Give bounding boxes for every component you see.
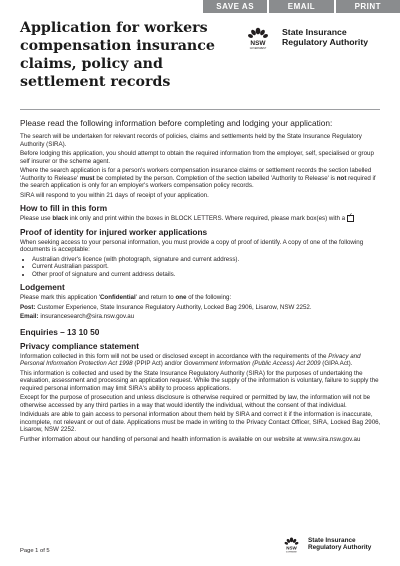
privacy-paragraph-5: Further information about our handling of personal and health information is available on our website at www.sira.nsw.gov.au — [20, 435, 361, 443]
proof-list-item: • Australian driver's licence (with photograph, signature and current address). — [32, 256, 382, 264]
nsw-mark: NSW — [250, 40, 266, 47]
proof-list-item: • Other proof of signature and current address details. — [32, 271, 382, 279]
intro-paragraph-4: SIRA will respond to you within 21 days of receipt of your application. — [20, 191, 209, 199]
email-link[interactable]: insurancesearch@sira.nsw.gov.au — [40, 313, 135, 321]
proof-text: When seeking access to your personal information, you must provide a copy of proof of identify. A copy of one of the following documents is acceptable: — [20, 238, 364, 254]
footer-logo-text — [308, 537, 371, 552]
howto-heading: How to fill in this form — [20, 203, 108, 213]
lodgement-post: Post: Customer Experience, State Insurance Regulatory Authority, Locked Bag 2906, Lisarow, NSW 2252. — [20, 303, 312, 311]
logo-line-2: Regulatory Authority — [282, 37, 369, 47]
website-link[interactable]: www.sira.nsw.gov.au — [303, 435, 361, 443]
logo-text — [282, 27, 368, 47]
enquiries-heading: Enquiries – 13 10 50 — [20, 326, 100, 337]
nsw-mark: NSW — [286, 545, 297, 551]
intro-paragraph-3: Where the search application is for a person's workers compensation insurance claims or settlement records the section labelled 'Authority to Release' must be completed by the person. Completion of the section labelled 'Authority to Release' is not required if the search application is only for an employer's workers compensation policy records. — [20, 167, 376, 189]
email-button[interactable]: EMAIL — [269, 0, 333, 13]
logo-line-1: State Insurance — [282, 27, 347, 37]
lodgement-email: Email: insurancesearch@sira.nsw.gov.au — [20, 313, 135, 321]
print-button[interactable]: PRINT — [336, 0, 400, 13]
proof-list-item: • Current Australian passport. — [32, 263, 382, 271]
page-number: Page 1 of 5 — [20, 548, 50, 554]
privacy-paragraph-3: Except for the purpose of prosecution and unless disclosure is otherwise required or permitted by law, the information will not be otherwise accessed by any third parties in a way that would identify the individual, without the consent of that individual. — [20, 394, 371, 409]
privacy-paragraph-4: Individuals are able to gain access to personal information about them held by SIRA and correct it if the information is inaccurate, incomplete, not relevant or out of date. Applications must be made in writing to the Privacy Contact Officer, SIRA, Locked Bag 2906, Lisarow, NSW 2252. — [20, 411, 381, 434]
privacy-paragraph-2: This information is collected and used by the State Insurance Regulatory Authority (SIRA) for the purposes of undertaking the evaluation, assessment and processing an application request. While the supply of the information is voluntary, failure to supply the required personal information may limit SIRA's ability to process applications. — [20, 369, 379, 392]
howto-text: Please use black ink only and print within the boxes in BLOCK LETTERS. Where required, please mark box(es) with a ✓ — [20, 213, 353, 223]
government-mark: GOVERNMENT — [249, 48, 267, 50]
header-divider — [20, 109, 380, 110]
privacy-paragraph-1: Information collected in this form will not be used or disclosed except in accordance with the requirements of the Privacy and Personal Information Protection Act 1998 (PPIP Act) and/or Government Information (Public Access) Act 2009 (GIPA Act). — [20, 352, 361, 368]
sira-logo — [243, 24, 368, 50]
footer-sira-logo — [281, 535, 371, 553]
main-content — [20, 133, 382, 445]
checkbox-example-icon — [347, 215, 354, 222]
lead-text: Please read the following information before completing and lodging your application: — [20, 118, 333, 128]
nsw-waratah-icon — [281, 535, 302, 553]
privacy-heading: Privacy compliance statement — [20, 340, 139, 351]
tick-icon: ✓ — [347, 213, 353, 219]
government-mark: GOVERNMENT — [285, 552, 298, 553]
footer-logo-line-2: Regulatory Authority — [308, 544, 372, 551]
intro-paragraph-1: The search will be undertaken for relevant records of policies, claims and settlements held by the State Insurance Regulatory Authority (SIRA). — [20, 133, 362, 148]
save-as-button[interactable]: SAVE AS — [203, 0, 267, 13]
nsw-waratah-icon — [243, 24, 273, 50]
proof-list — [20, 256, 382, 279]
proof-heading: Proof of identity for injured worker applications — [20, 226, 208, 237]
lodgement-heading: Lodgement — [20, 282, 65, 293]
footer-logo-line-1: State Insurance — [308, 536, 356, 544]
form-title: Application for workers compensation insurance claims, policy and settlement records — [20, 20, 215, 90]
lodgement-text: Please mark this application 'Confidential' and return to one of the following: — [20, 294, 232, 302]
toolbar — [203, 0, 400, 13]
intro-paragraph-2: Before lodging this application, you should attempt to obtain the required information from the employer, self, specialised or group self insurer or the scheme agent. — [20, 150, 374, 165]
